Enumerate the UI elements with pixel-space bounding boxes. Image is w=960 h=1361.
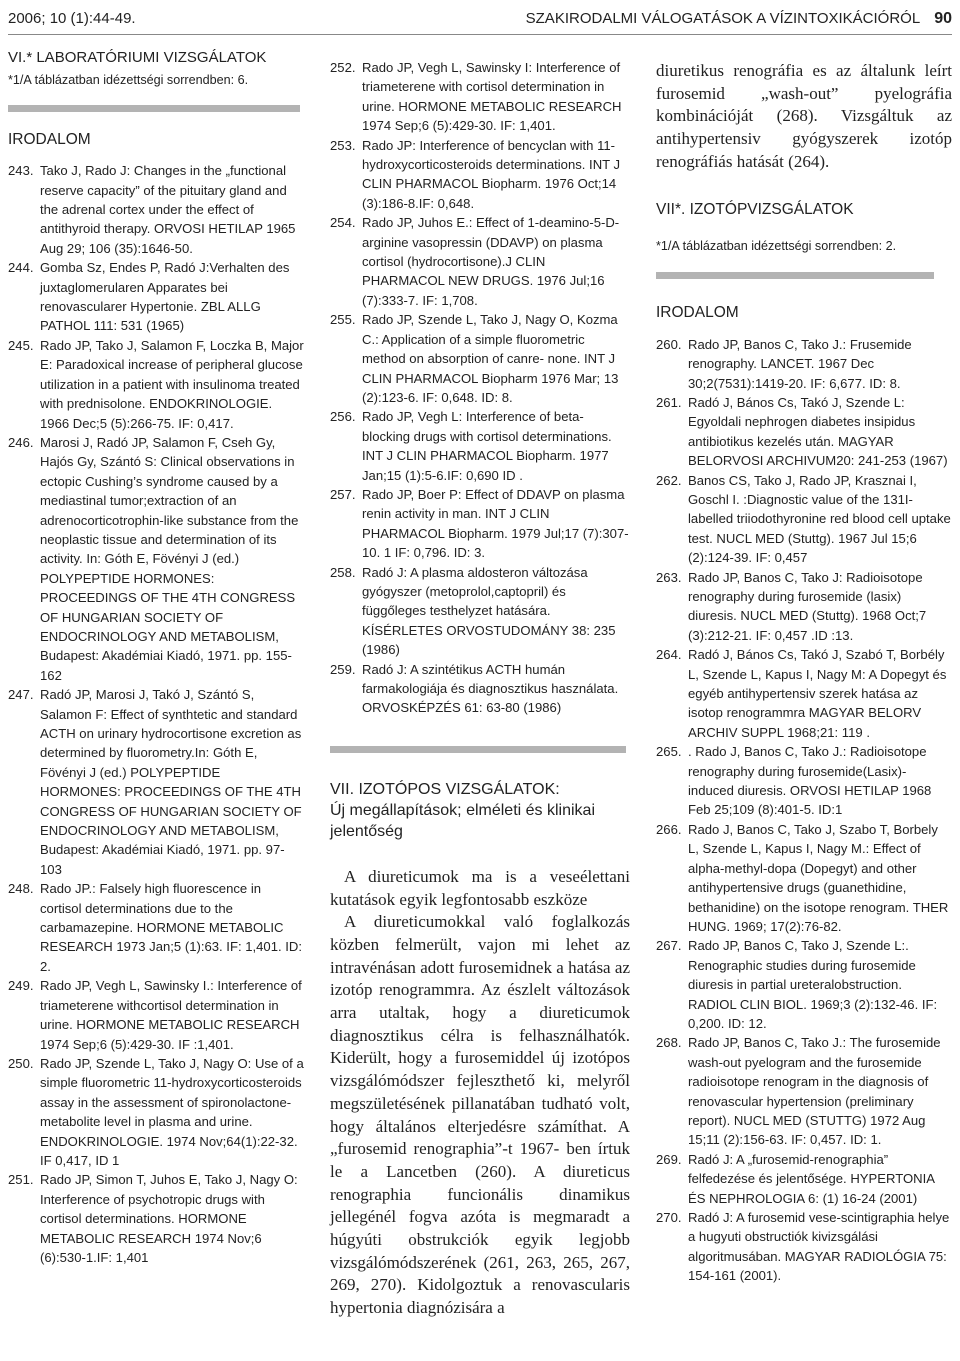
- reference-number: 244.: [8, 260, 34, 276]
- reference-item: [656, 1150, 952, 1208]
- reference-number: 252.: [330, 60, 356, 75]
- section-title: VII*. IZOTÓPVIZSGÁLATOK: [656, 200, 854, 218]
- reference-list: [330, 58, 630, 718]
- reference-number: 256.: [330, 409, 356, 425]
- reference-text: Rado JP, Banos C, Tako J.: The furosemide wash-out pyelogram and the furosemide radioisotope renogram in the diagnosis of renovascular hypertension (preliminary report). NUCL MED (STUTTG) 1972 Aug 15;11 (2):156-63. IF: 0,457. ID: 1.: [688, 1035, 941, 1148]
- reference-number: 245.: [8, 337, 34, 353]
- reference-text: Tako J, Rado J: Changes in the „functional reserve capacity” of the pituitary gland and the adrenal cortex under the effect of antithyroid therapy. ORVOSI HETILAP 1965 Aug 29; 106 (35):1646-50.: [40, 163, 296, 256]
- reference-text: Radó J, Bános Cs, Takó J, Szabó T, Borbély L, Szende L, Kapus I, Nagy M: A Dopegyt és egyéb antihypertensiv szerek hatása az isotop renogrammra MAGYAR BELORV ARCHIV SUPPL 1968;21: 119 .: [688, 647, 947, 740]
- column-1: [8, 46, 304, 1267]
- references-heading: IRODALOM: [656, 304, 739, 322]
- reference-text: Radó J: A furosemid vese-scintigraphia helye a hugyuti obstructiók kivizsgálási algoritmusában. MAGYAR RADIOLÓGIA 75: 154-161 (2001).: [688, 1210, 950, 1284]
- journal-citation: 2006; 10 (1):44-49.: [8, 10, 136, 27]
- reference-number: 267.: [656, 938, 682, 954]
- reference-item: [8, 879, 304, 976]
- reference-item: [330, 660, 630, 718]
- reference-item: [656, 742, 952, 820]
- reference-number: 250.: [8, 1055, 34, 1071]
- reference-item: [8, 336, 304, 433]
- reference-item: [330, 407, 630, 485]
- reference-item: [656, 820, 952, 936]
- reference-number: 258.: [330, 564, 356, 580]
- reference-item: [8, 976, 304, 1054]
- reference-number: 253.: [330, 137, 356, 153]
- reference-text: Banos CS, Tako J, Rado JP, Krasznai I, Goschl I. :Diagnostic value of the 131I-labelled triiodothyronine red blood cell uptake test. NUCL MED (Stuttg). 1967 Jul 15;6 (2):124-39. IF: 0,457: [688, 472, 951, 566]
- reference-item: [656, 568, 952, 646]
- reference-text: Rado JP, Banos C, Tako J: Radioisotope renography during furosemide (lasix) diuresis. NUCL MED (Stuttg). 1968 Oct;7 (3):212-21. IF: 0,457 .ID :13.: [688, 569, 927, 643]
- running-title-text: SZAKIRODALMI VÁLOGATÁSOK A VÍZINTOXIKÁCIÓRÓL: [525, 10, 921, 27]
- reference-text: Rado JP.: Falsely high fluorescence in cortisol determinations due to the carbamazepine. HORMONE METABOLIC RESEARCH 1973 Jan;5 (1):63. IF: 1,401. ID: 2.: [40, 881, 302, 974]
- reference-text: Rado JP, Banos C, Tako J.: Frusemide renography. LANCET. 1967 Dec 30;2(7531):1419-20. IF: 6,677. ID: 8.: [688, 336, 912, 391]
- section-title: [330, 779, 630, 842]
- reference-item: [656, 393, 952, 471]
- reference-text: Radó J, Bános Cs, Takó J, Szende L: Egyoldali nephrogen diabetes insipidus antibiotikus kezelés után. MAGYAR BELORVOSI ARCHIVUM20: 241-253 (1967): [688, 394, 948, 469]
- reference-list: [8, 161, 304, 1267]
- reference-number: 264.: [656, 647, 682, 663]
- reference-item: [8, 433, 304, 685]
- reference-text: Rado JP, Vegh L, Sawinsky I.: Interference of triameterene withcortisol determination in urine. HORMONE METABOLIC RESEARCH 1974 Sep;6 (5):429-30. IF :1,401.: [40, 978, 302, 1052]
- reference-item: [330, 310, 630, 407]
- reference-item: [8, 1054, 304, 1170]
- paragraph-continued: diuretikus renográfia es az általunk leírt furosemid „wash-out” pyelográfia kombinációját (268). Vizsgáltuk az antihypertensiv gyógyszerek izotóp renográfiás hatását (264).: [656, 61, 952, 171]
- reference-item: [656, 1208, 952, 1286]
- reference-number: 246.: [8, 434, 34, 450]
- body-text: [656, 60, 952, 174]
- column-2: [330, 58, 630, 1320]
- reference-text: Rado JP, Vegh L: Interference of beta-blocking drugs with cortisol determinations. INT J CLIN PHARMACOL Biopharm. 1977 Jan;15 (1):5-6.IF: 0,690 ID .: [362, 409, 612, 483]
- reference-item: [330, 58, 630, 136]
- reference-text: Marosi J, Radó JP, Salamon F, Cseh Gy, Hajós Gy, Szántó S: Clinical observations in ectopic Cushing’s syndrome caused by a mediastinal tumor;extraction of an adrenocorticotrophin-like substance from the neoplastic tissue and determination of its activity. In: Góth E, Fövényi J (ed.) POLYPEPTIDE HORMONES: PROCEEDINGS OF THE 4TH CONGRESS OF HUNGARIAN SOCIETY OF ENDOCRINOLOGY AND METABOLISM, Budapest: Akadémiai Kiadó, 1971. pp. 155-162: [40, 434, 299, 683]
- column-3: [656, 60, 952, 1286]
- page-number: 90: [934, 10, 952, 27]
- section-title-line: VII. IZOTÓPOS VIZSGÁLATOK:: [330, 780, 560, 798]
- body-text: [330, 866, 630, 1320]
- reference-number: 261.: [656, 394, 682, 410]
- reference-item: [8, 1170, 304, 1267]
- reference-text: Radó J: A szintétikus ACTH humán farmakologiája és diagnosztikus használata. ORVOSKÉPZÉS 61: 63-80 (1986): [362, 661, 619, 716]
- paragraph: A diureticumokkal való foglalkozás közben felmerült, vajon mi lehet az intravénásan adott furosemidnek a hatása az izotóp renogrammra. Az észlelt változások arra utaltak, hogy a diureticumok diagnosztikus célra is felhasználhatók. Kiderült, hogy a furosemiddel új izotópos vizsgálómódszer fejleszthető ki, melyről megszületésének pillanatában tudható volt, hogy általános elterjedésre számíthat. A „furosemid renographia”-t 1967- ben írtuk le a Lancetben (260). A diureticus renographia funcionális dinamikus jellegénél fogva azóta is megmaradt a húgyúti obstrukciók egyik legjobb vizsgálómódszerének (261, 263, 265, 267, 269, 270). Kidolgoztuk a renovascularis hypertonia diagnózisára a: [330, 912, 630, 1318]
- section-title: VI.* LABORATÓRIUMI VIZSGÁLATOK: [8, 49, 267, 66]
- reference-text: Rado JP, Szende L, Tako J, Nagy O, Kozma C.: Application of a simple fluorometric method on absorption of canre- none. INT J CLIN PHARMACOL Biopharm 1976 Mar; 13 (2):123-6. IF: 0,648. ID: 8.: [362, 312, 619, 405]
- reference-text: Radó J: A „furosemid-renographia” felfedezése és jelentősége. HYPERTONIA ÉS NEPHROLOGIA 6: (1) 16-24 (2001): [688, 1151, 935, 1206]
- reference-item: [8, 685, 304, 879]
- running-title: [526, 10, 952, 28]
- reference-item: [330, 485, 630, 563]
- reference-number: 266.: [656, 821, 682, 837]
- reference-number: 269.: [656, 1151, 682, 1167]
- reference-number: 265.: [656, 744, 682, 760]
- reference-number: 248.: [8, 881, 34, 897]
- section-subtitle: Új megállapítások; elméleti és klinikai jelentőség: [330, 801, 595, 840]
- reference-item: [656, 936, 952, 1033]
- reference-item: [330, 563, 630, 660]
- citation-note: *1/A táblázatban idézettségi sorrendben: 2.: [656, 238, 897, 253]
- reference-item: [8, 258, 304, 336]
- reference-number: 257.: [330, 486, 356, 502]
- reference-item: [330, 136, 630, 214]
- reference-text: Rado JP: Interference of bencyclan with 11-hydroxycorticosteroids determinations. INT J CLIN PHARMACOL Biopharm. 1976 Oct;14 (3):186-8.IF: 0,648.: [362, 137, 621, 211]
- reference-list: [656, 335, 952, 1286]
- reference-text: Rado JP, Simon T, Juhos E, Tako J, Nagy O: Interference of psychotropic drugs with cortisol determinations. HORMONE METABOLIC RESEARCH 1974 Nov;6 (6):530-1.IF: 1,401: [40, 1172, 298, 1265]
- reference-item: [330, 213, 630, 310]
- reference-item: [656, 1033, 952, 1149]
- reference-text: Rado JP, Vegh L, Sawinsky I: Interference of triameterene with cortisol determination in urine. HORMONE METABOLIC RESEARCH 1974 Sep;6 (5):429-30. IF: 1,401.: [362, 60, 622, 134]
- reference-text: Radó JP, Marosi J, Takó J, Szántó S, Salamon F: Effect of synthtetic and standard ACTH on urinary hydrocortisone excretion as determined by fluorometry.In: Góth E, Fövényi J (ed.) POLYPEPTIDE HORMONES: PROCEEDINGS OF THE 4TH CONGRESS OF HUNGARIAN SOCIETY OF ENDOCRINOLOGY AND METABOLISM, Budapest: Akadémiai Kiadó, 1971. pp. 97-103: [40, 687, 302, 877]
- reference-number: 260.: [656, 336, 682, 352]
- reference-text: Rado J, Banos C, Tako J, Szabo T, Borbely L, Szende L, Kapus I, Nagy M.: Effect of alpha-methyl-dopa (Dopegyt) and other antihypertensive drugs (guanethidine, bethanidine) on the isotope renogram. THER HUNG. 1969; 17(2):76-82.: [688, 821, 949, 934]
- divider-bar: [330, 746, 626, 753]
- reference-number: 263.: [656, 569, 682, 585]
- reference-text: Rado JP, Banos C, Tako J, Szende L:. Renographic studies during furosemide diuresis in partial ureteralobstruction. RADIOL CLIN BIOL. 1969;3 (2):132-46. IF: 0,200. ID: 12.: [688, 938, 938, 1031]
- reference-number: 255.: [330, 312, 356, 328]
- reference-text: Gomba Sz, Endes P, Radó J:Verhalten des juxtaglomerularen Apparates bei renovascularer Hypertonie. ZBL ALLG PATHOL 111: 531 (1965): [40, 260, 290, 334]
- reference-text: Rado JP, Juhos E.: Effect of 1-deamino-5-D-arginine vasopressin (DDAVP) on plasma cortisol (hydrocortisone).J CLIN PHARMACOL NEW DRUGS. 1976 Jul;16 (7):333-7. IF: 1,708.: [362, 215, 620, 308]
- reference-item: [656, 645, 952, 742]
- divider-bar: [656, 272, 934, 279]
- reference-item: [8, 161, 304, 258]
- reference-item: [656, 471, 952, 568]
- reference-number: 254.: [330, 215, 356, 231]
- reference-number: 251.: [8, 1172, 34, 1188]
- references-heading: IRODALOM: [8, 130, 91, 148]
- reference-item: [656, 335, 952, 393]
- divider-bar: [8, 105, 300, 112]
- paragraph: A diureticumok ma is a veseélettani kutatások egyik legfontosabb eszköze: [330, 866, 630, 909]
- citation-note: *1/A táblázatban idézettségi sorrendben: 6.: [8, 73, 249, 88]
- reference-number: 259.: [330, 661, 356, 677]
- reference-number: 262.: [656, 472, 682, 488]
- reference-number: 243.: [8, 163, 34, 179]
- reference-text: . Rado J, Banos C, Tako J.: Radioisotope renography during furosemide(Lasix)-induced diuresis. ORVOSI HETILAP 1968 Feb 25;109 (8):401-5. ID:1: [688, 744, 932, 818]
- reference-text: Radó J: A plasma aldosteron változása gyógyszer (metoprolol,captopril) és függőleges testhelyzet hatására. KÍSÉRLETES ORVOSTUDOMÁNY 38: 235 (1986): [362, 564, 616, 658]
- reference-text: Rado JP, Tako J, Salamon F, Loczka B, Major E: Paradoxical increase of peripheral glucose utilization in a patient with insulinoma treated with prednisolone. ENDOKRINOLOGIE. 1966 Dec;5 (5):266-75. IF: 0,417.: [40, 337, 304, 431]
- reference-number: 270.: [656, 1210, 682, 1226]
- reference-number: 249.: [8, 978, 34, 994]
- reference-text: Rado JP, Boer P: Effect of DDAVP on plasma renin activity in man. INT J CLIN PHARMACOL Biopharm. 1979 Jul;17 (7):307-10. 1 IF: 0,796. ID: 3.: [362, 486, 629, 561]
- reference-text: Rado JP, Szende L, Tako J, Nagy O: Use of a simple fluorometric 11-hydroxycorticosteroids assay in the assessment of spironolactone-metabolite level in plasma and urine. ENDOKRINOLOGIE. 1974 Nov;64(1):22-32. IF 0,417, ID 1: [40, 1055, 304, 1168]
- reference-number: 268.: [656, 1035, 682, 1051]
- page-header: [8, 8, 952, 35]
- reference-number: 247.: [8, 687, 34, 703]
